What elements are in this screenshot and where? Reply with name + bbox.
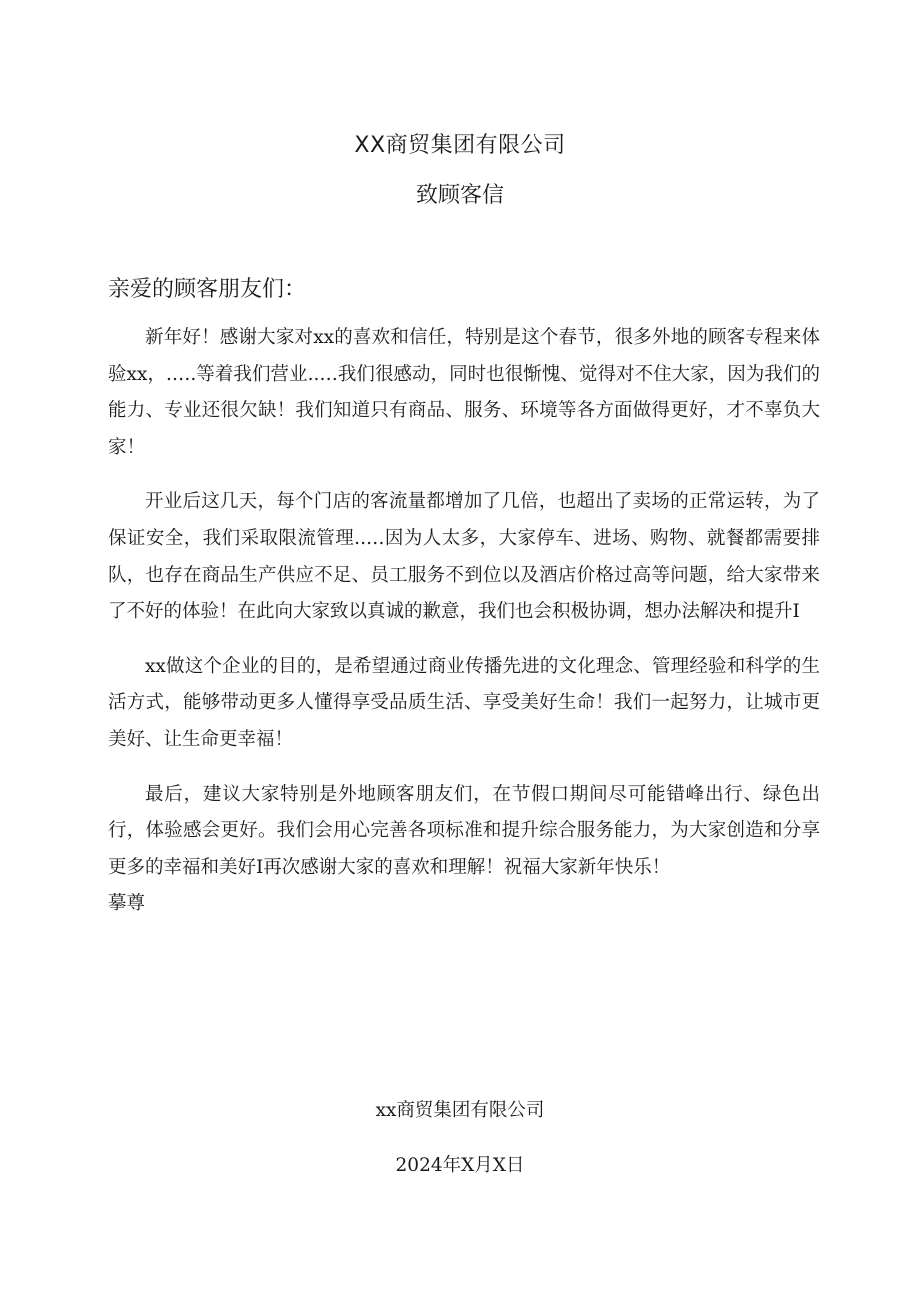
signature: xx商贸集团有限公司 (375, 1100, 545, 1121)
letter-body (108, 320, 820, 923)
paragraph-1: 新年好！感谢大家对xx的喜欢和信任，特别是这个春节，很多外地的顾客专程来体验xx，.….等着我们营业..…我们很感动，同时也很惭愧、觉得对不住大家，因为我们的能力、专业还很欠缺！我们知道只有商品、服务、环境等各方面做得更好，才不辜负大家！ (108, 327, 820, 458)
letter-date: 2024年X月X日 (395, 1155, 525, 1176)
company-title: XX商贸集团有限公司 (354, 133, 566, 158)
paragraph-2: 开业后这几天，每个门店的客流量都增加了几倍，也超出了卖场的正常运转，为了保证安全，我们采取限流管理..…因为人太多，大家停车、进场、购物、就餐都需要排队，也存在商品生产供应不足、员工服务不到位以及酒店价格过高等问题，给大家带来了不好的体验！在此向大家致以真诚的歉意，我们也会积极协调，想办法解决和提升I (108, 491, 820, 623)
paragraph-3: xx做这个企业的目的，是希望通过商业传播先进的文化理念、管理经验和科学的生活方式，能够带动更多人懂得享受品质生活、享受美好生命！我们一起努力，让城市更美好、让生命更幸福！ (108, 655, 820, 750)
closing-line: 摹尊 (108, 893, 146, 915)
letter-title: 致顾客信 (415, 183, 504, 208)
paragraph-4 (108, 777, 820, 923)
paragraph-4-text: 最后，建议大家特别是外地顾客朋友们，在节假口期间尽可能错峰出行、绿色出行，体验感会更好。我们会用心完善各项标准和提升综合服务能力，为大家创造和分享更多的幸福和美好I再次感谢大家的喜欢和理解！祝福大家新年快乐！ (108, 783, 820, 878)
greeting: 亲爱的顾客朋友们： (108, 277, 307, 302)
